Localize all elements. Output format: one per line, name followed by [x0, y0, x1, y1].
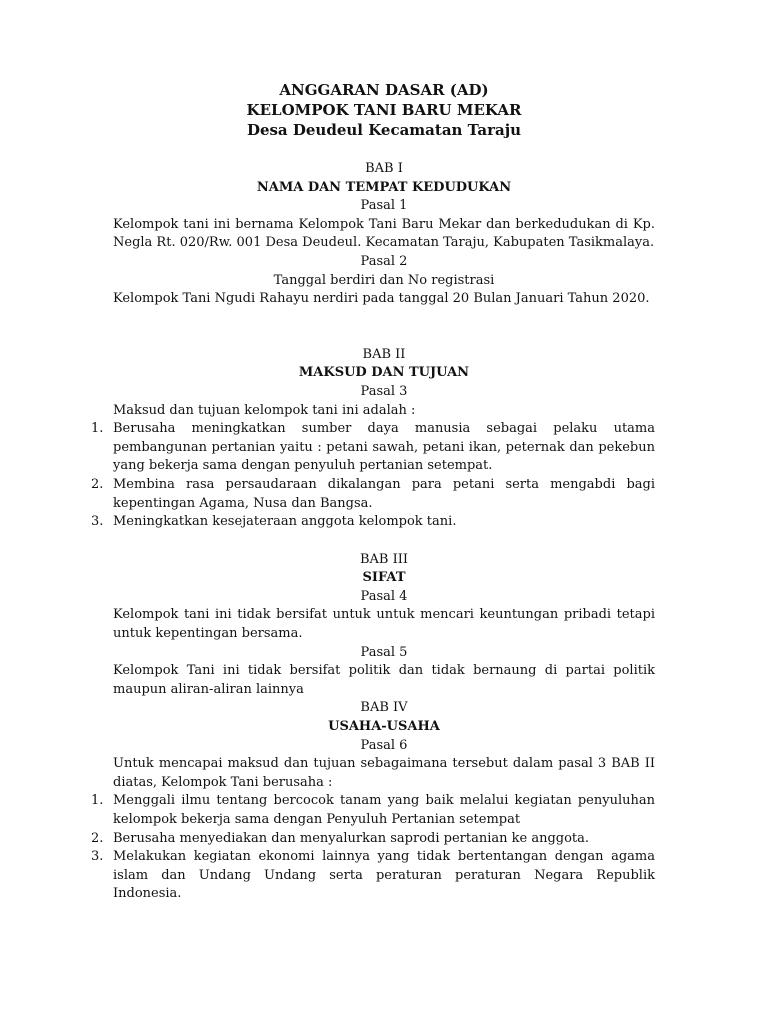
list-item — [91, 848, 655, 904]
pasal2-heading: Pasal 2 — [360, 253, 408, 269]
list-item-text: Berusaha meningkatkan sumber daya manusia sebagai pelaku utama pembangunan pertanian yaitu : petani sawah, petani ikan, peternak dan pekebun yang bekerja sama dengan penyuluh pertanian setempat. — [113, 421, 655, 474]
pasal6-intro: Untuk mencapai maksud dan tujuan sebagaimana tersebut dalam pasal 3 BAB II diatas, Kelompok Tani berusaha : — [113, 756, 655, 790]
pasal2-text: Kelompok Tani Ngudi Rahayu nerdiri pada tanggal 20 Bulan Januari Tahun 2020. — [113, 291, 650, 307]
list-item-text: Meningkatkan kesejateraan anggota kelompok tani. — [113, 514, 457, 530]
list-item — [91, 830, 655, 849]
bab3-title: SIFAT — [362, 570, 406, 586]
pasal5-text: Kelompok Tani ini tidak bersifat politik dan tidak bernaung di partai politik maupun aliran-aliran lainnya — [113, 663, 655, 697]
pasal3-list — [91, 420, 655, 532]
bab3-heading: BAB III — [359, 551, 409, 567]
pasal3-heading: Pasal 3 — [360, 383, 408, 399]
document-content — [91, 80, 655, 904]
pasal1-text: Kelompok tani ini bernama Kelompok Tani Baru Mekar dan berkedudukan di Kp. Negla Rt. 020/Rw. 001 Desa Deudeul. Kecamatan Taraju, Kabupaten Tasikmalaya. — [113, 216, 655, 251]
bab2-heading: BAB II — [362, 346, 406, 362]
list-number: 1. — [91, 421, 104, 437]
list-number: 1. — [91, 793, 104, 809]
list-item-text: Menggali ilmu tentang bercocok tanam yang baik melalui kegiatan penyuluhan kelompok bekerja sama dengan Penyuluh Pertanian setempat — [113, 793, 655, 827]
bab2-title: MAKSUD DAN TUJUAN — [298, 365, 470, 381]
bab1-heading: BAB I — [365, 161, 403, 176]
pasal2-subtitle: Tanggal berdiri dan No registrasi — [273, 272, 495, 288]
list-item-text: Membina rasa persaudaraan dikalangan para petani serta mengabdi bagi kepentingan Agama, Nusa dan Bangsa. — [113, 476, 655, 511]
doc-title-line3: Desa Deudeul Kecamatan Taraju — [246, 121, 522, 139]
list-number: 3. — [91, 849, 104, 865]
pasal5-heading: Pasal 5 — [360, 644, 408, 660]
bab1-title: NAMA DAN TEMPAT KEDUDUKAN — [256, 179, 512, 195]
list-item — [91, 513, 655, 532]
list-item — [91, 420, 655, 476]
pasal6-list — [91, 792, 655, 904]
doc-title-line1: ANGGARAN DASAR (AD) — [279, 81, 489, 99]
list-item — [91, 476, 655, 513]
list-number: 2. — [91, 830, 104, 846]
list-number: 2. — [91, 476, 104, 492]
pasal3-intro: Maksud dan tujuan kelompok tani ini adalah : — [113, 402, 416, 418]
bab4-title: USAHA-USAHA — [328, 719, 440, 735]
pasal4-heading: Pasal 4 — [360, 588, 408, 604]
doc-title-line2: KELOMPOK TANI BARU MEKAR — [246, 101, 522, 119]
pasal4-text: Kelompok tani ini tidak bersifat untuk untuk mencari keuntungan pribadi tetapi untuk kepentingan bersama. — [113, 607, 655, 642]
list-item — [91, 792, 655, 829]
pasal1-heading: Pasal 1 — [360, 198, 408, 214]
bab4-heading: BAB IV — [360, 700, 408, 716]
list-number: 3. — [91, 514, 104, 530]
list-item-text: Berusaha menyediakan dan menyalurkan saprodi pertanian ke anggota. — [113, 830, 590, 846]
list-item-text: Melakukan kegiatan ekonomi lainnya yang tidak bertentangan dengan agama islam dan Undang Undang serta peraturan peraturan Negara Republik Indonesia. — [113, 849, 655, 902]
pasal6-heading: Pasal 6 — [360, 737, 408, 753]
